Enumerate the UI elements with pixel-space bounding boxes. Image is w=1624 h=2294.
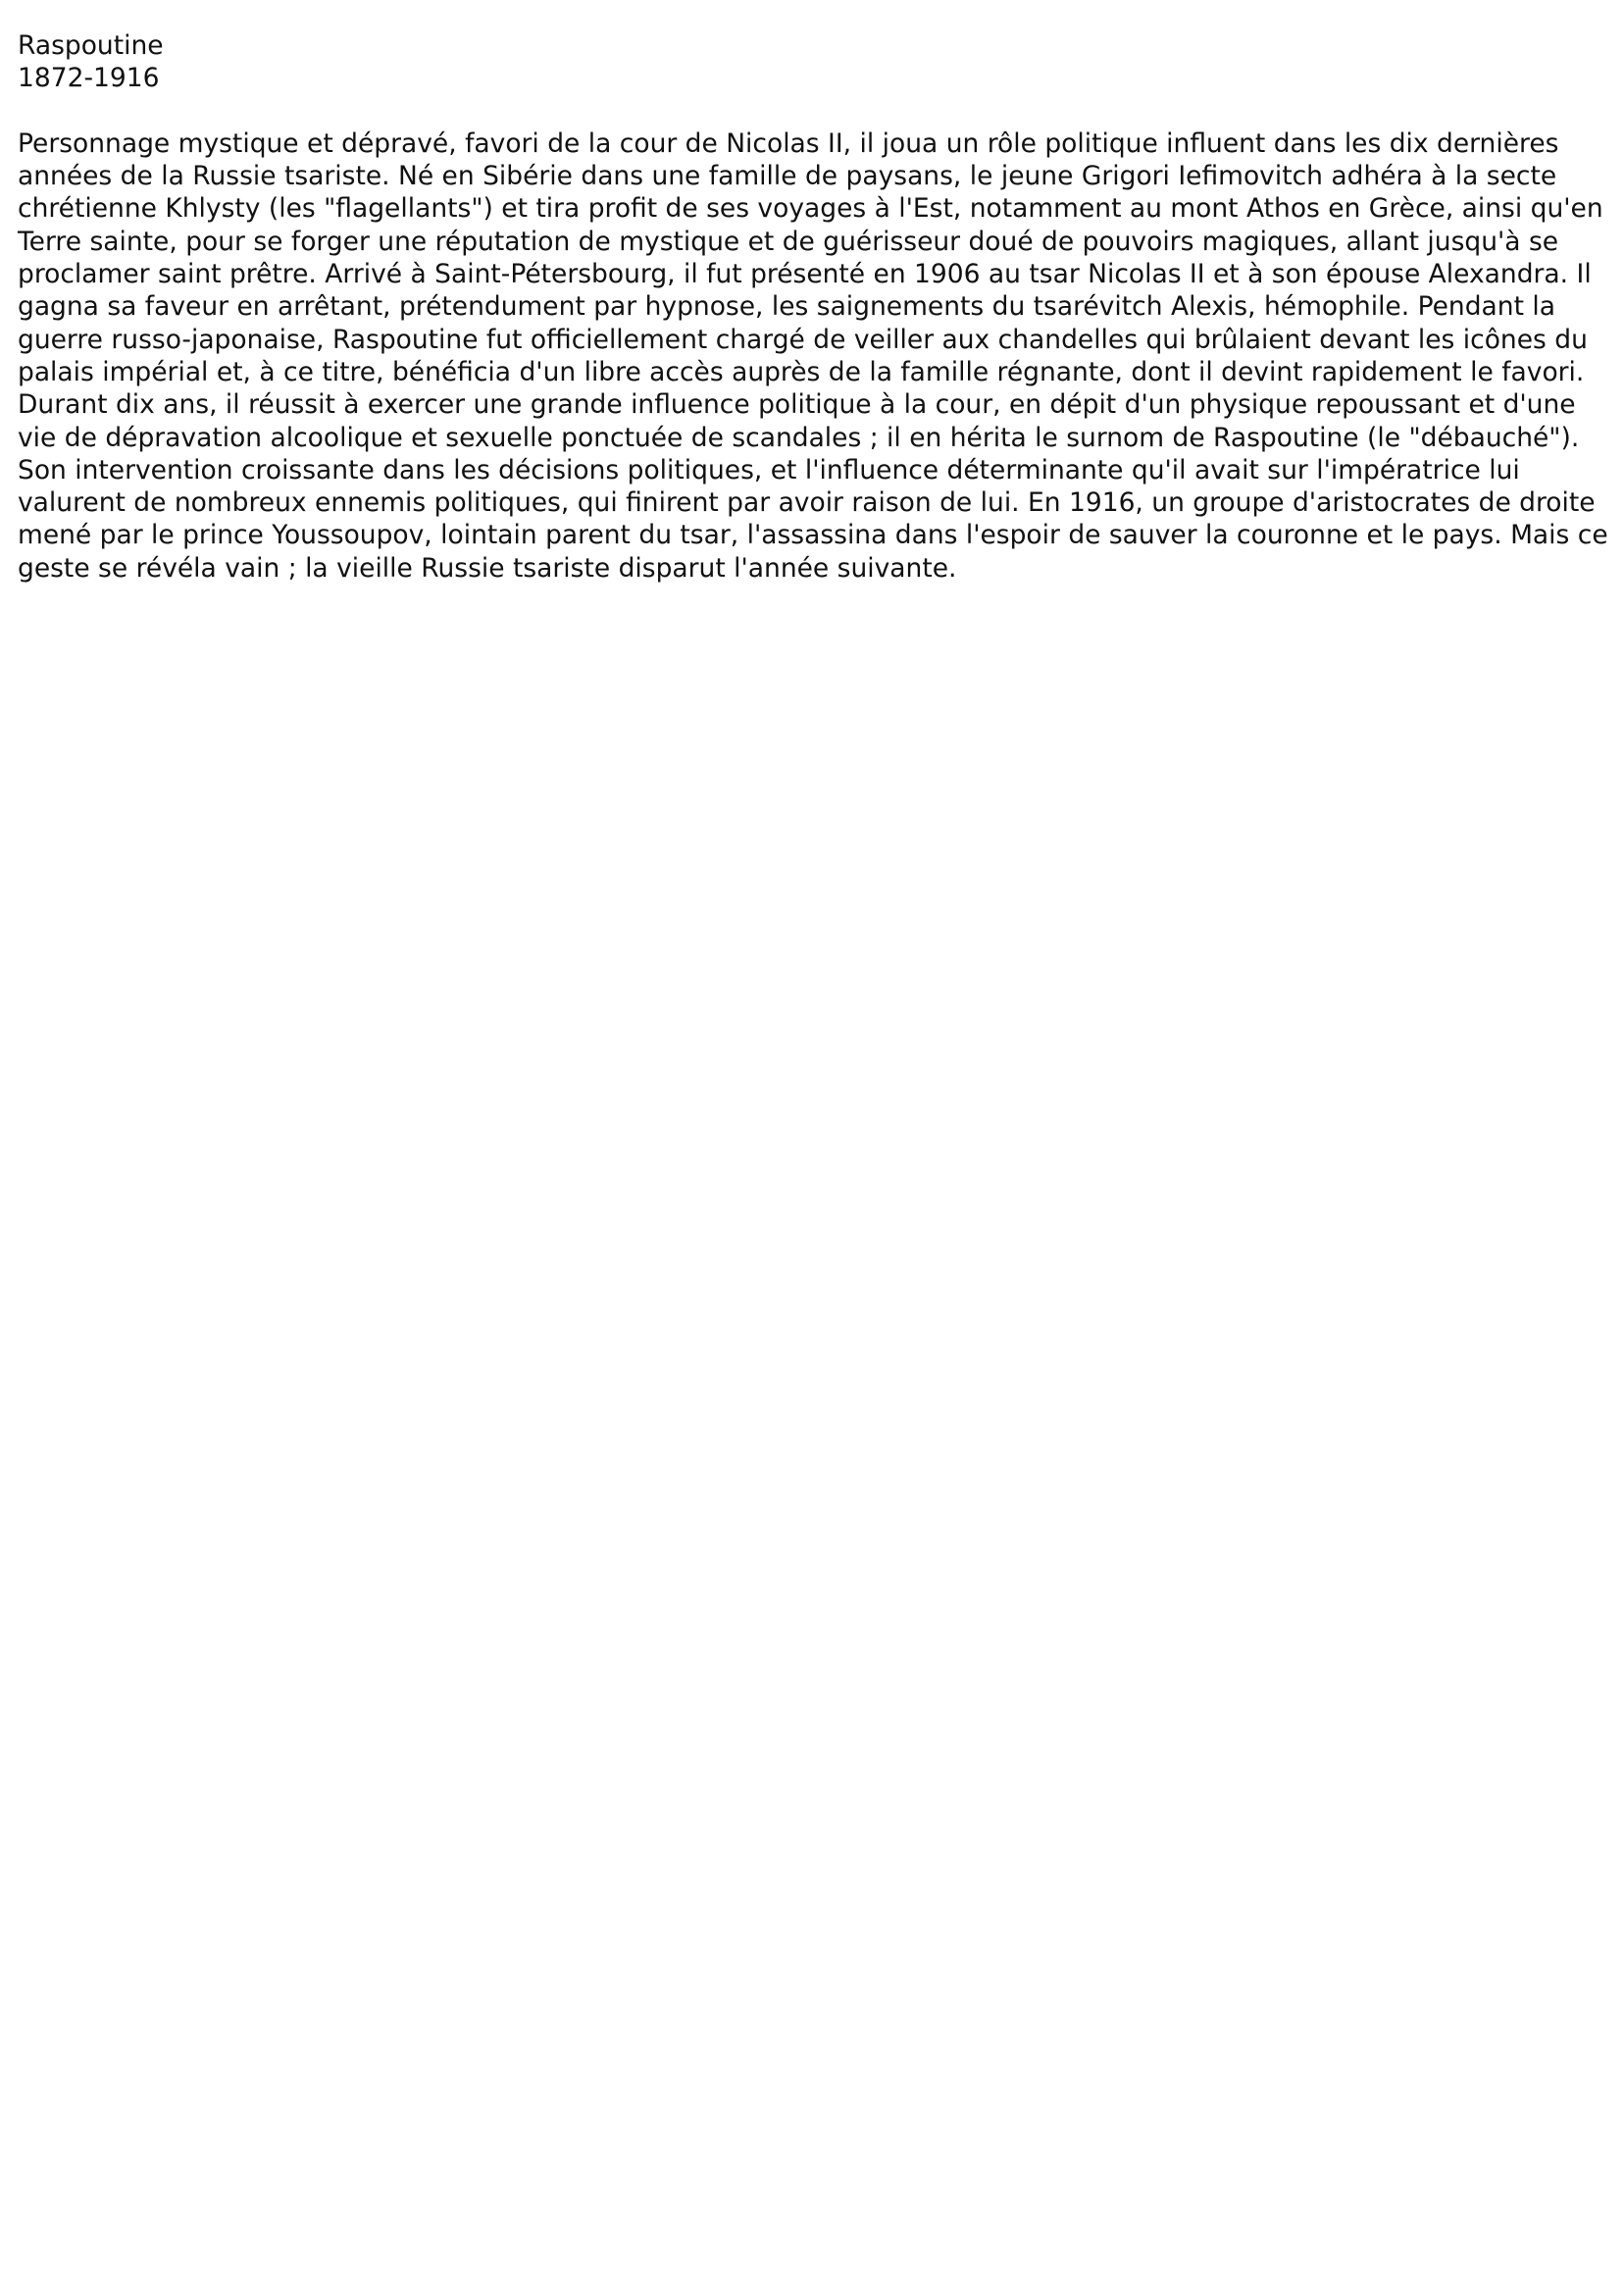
document-content (18, 29, 1611, 585)
document-title: Raspoutine (18, 30, 164, 61)
document-dates: 1872-1916 (18, 63, 160, 94)
document-body-paragraph: Personnage mystique et dépravé, favori de la cour de Nicolas II, il joua un rôle politique influent dans les dix dernières années de la Russie tsariste. Né en Sibérie dans une famille de paysans, le jeune Grigori Iefimovitch adhéra à la secte chrétienne Khlysty (les "flagellants") et tira profit de ses voyages à l'Est, notamment au mont Athos en Grèce, ainsi qu'en Terre sainte, pour se forger une réputation de mystique et de guérisseur doué de pouvoirs magiques, allant jusqu'à se proclamer saint prêtre. Arrivé à Saint-Pétersbourg, il fut présenté en 1906 au tsar Nicolas II et à son épouse Alexandra. Il gagna sa faveur en arrêtant, prétendument par hypnose, les saignements du tsarévitch Alexis, hémophile. Pendant la guerre russo-japonaise, Raspoutine fut officiellement chargé de veiller aux chandelles qui brûlaient devant les icônes du palais impérial et, à ce titre, bénéficia d'un libre accès auprès de la famille régnante, dont il devint rapidement le favori. Durant dix ans, il réussit à exercer une grande influence politique à la cour, en dépit d'un physique repoussant et d'une vie de dépravation alcoolique et sexuelle ponctuée de scandales ; il en hérita le surnom de Raspoutine (le "débauché"). Son intervention croissante dans les décisions politiques, et l'influence déterminante qu'il avait sur l'impératrice lui valurent de nombreux ennemis politiques, qui finirent par avoir raison de lui. En 1916, un groupe d'aristocrates de droite mené par le prince Youssoupov, lointain parent du tsar, l'assassina dans l'espoir de sauver la couronne et le pays. Mais ce geste se révéla vain ; la vieille Russie tsariste disparut l'année suivante. (18, 127, 1608, 584)
paragraph-spacer (18, 95, 1611, 127)
